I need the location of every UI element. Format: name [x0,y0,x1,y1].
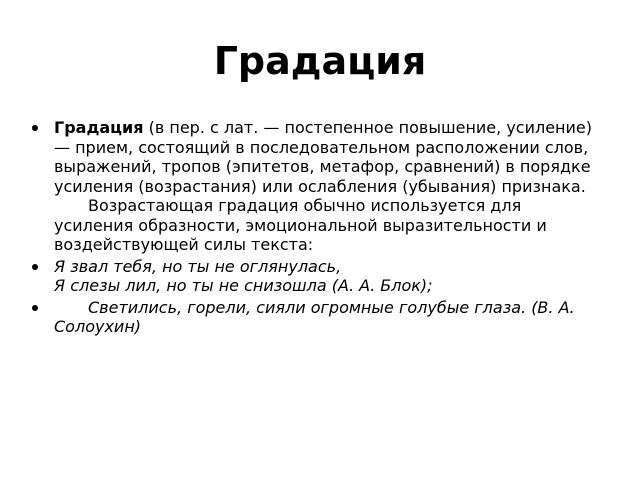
bullet-example-soloukhin [30,298,605,337]
bullet-icon [32,125,38,131]
term: Градация [54,118,144,137]
bullet-definition [30,118,605,255]
example-text: Светились, горели, сияли огромные голубые глаза. (В. А. Солоухин) [54,297,575,336]
poem-line-1: Я звал тебя, но ты не оглянулась, [54,256,342,276]
bullet-list [30,118,605,339]
definition-text: (в пер. с лат. — постепенное повышение, усиление) — прием, состоящий в последовательном расположении слов, выражений, тропов (эпитетов, метафор, сравнений) в порядке усиления (возрастания) или ослабления (убывания) признака. [54,118,592,196]
slide-title: Градация [213,39,427,83]
continuation-text: Возрастающая градация обычно используется для усиления образности, эмоциональной выразительности и воздействующей силы текста: [54,196,547,254]
bullet-icon [32,305,38,311]
poem-line-2: Я слезы лил, но ты не снизошла (А. А. Блок); [54,276,433,295]
bullet-icon [32,264,38,270]
bullet-example-blok [30,257,605,296]
